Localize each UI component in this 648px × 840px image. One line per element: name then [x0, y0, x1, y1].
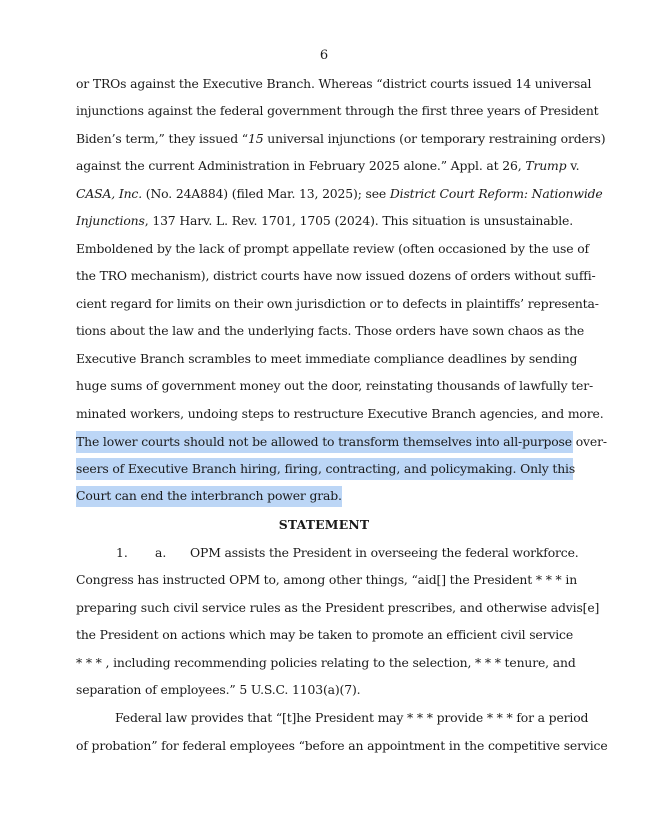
- text-line: separation of employees.” 5 U.S.C. 1103(a)(7).: [76, 682, 361, 697]
- text-line: Federal law provides that “[t]he President may * * * provide * * * for a period: [115, 710, 589, 725]
- text-span: against the current Administration in February 2025 alone.” Appl. at 26,: [76, 158, 526, 173]
- highlighted-text-line[interactable]: The lower courts should not be allowed to transform themselves into all-purpose over-: [76, 431, 573, 453]
- text-line: minated workers, undoing steps to restructure Executive Branch agencies, and more.: [76, 406, 604, 421]
- text-span: (No. 24A884) (filed Mar. 13, 2025); see: [142, 186, 390, 201]
- text-line: huge sums of government money out the door, reinstating thousands of lawfully ter-: [76, 378, 594, 393]
- sub-item-letter: a.: [155, 545, 167, 560]
- text-line: injunctions against the federal government through the first three years of President: [76, 103, 599, 118]
- text-span: , 137 Harv. L. Rev. 1701, 1705 (2024). This situation is unsustainable.: [144, 213, 573, 228]
- text-line: Executive Branch scrambles to meet immediate compliance deadlines by sending: [76, 351, 578, 366]
- highlighted-text-line[interactable]: seers of Executive Branch hiring, firing, contracting, and policymaking. Only this: [76, 458, 573, 480]
- text-line: Congress has instructed OPM to, among other things, “aid[] the President * * * in: [76, 572, 578, 587]
- text-line: OPM assists the President in overseeing the federal workforce.: [190, 545, 579, 560]
- section-heading: STATEMENT: [278, 517, 370, 532]
- text-span: v.: [566, 158, 580, 173]
- text-line: [76, 184, 603, 204]
- text-line: the TRO mechanism), district courts have now issued dozens of orders without suffi-: [76, 268, 596, 283]
- text-line: tions about the law and the underlying facts. Those orders have sown chaos as the: [76, 323, 585, 338]
- case-name-italic: Trump: [525, 158, 567, 173]
- case-name-italic: CASA, Inc.: [76, 186, 142, 201]
- text-line: cient regard for limits on their own jurisdiction or to defects in plaintiffs’ representa-: [76, 296, 599, 311]
- page-number: 6: [319, 48, 329, 63]
- highlighted-text-line[interactable]: [76, 486, 342, 506]
- text-line: or TROs against the Executive Branch. Whereas “district courts issued 14 universal: [76, 76, 592, 91]
- item-number: 1.: [116, 545, 128, 560]
- text-span: universal injunctions (or temporary restraining orders): [263, 131, 606, 146]
- text-line: of probation” for federal employees “before an appointment in the competitive service: [76, 738, 608, 753]
- text-line: [76, 156, 580, 176]
- article-title-italic: District Court Reform: Nationwide: [389, 186, 603, 201]
- text-line: [76, 211, 573, 231]
- italic-number: 15: [247, 131, 264, 146]
- text-line: Emboldened by the lack of prompt appellate review (often occasioned by the use of: [76, 241, 589, 256]
- text-line: preparing such civil service rules as the President prescribes, and otherwise advis[e]: [76, 600, 600, 615]
- highlighted-text-span[interactable]: Court can end the interbranch power grab.: [76, 486, 342, 507]
- text-line: the President on actions which may be taken to promote an efficient civil service: [76, 627, 574, 642]
- article-title-italic: Injunctions: [76, 213, 145, 228]
- text-span: Biden’s term,” they issued “: [76, 131, 248, 146]
- text-line: * * * , including recommending policies relating to the selection, * * * tenure, and: [76, 655, 576, 670]
- text-line: [76, 129, 606, 149]
